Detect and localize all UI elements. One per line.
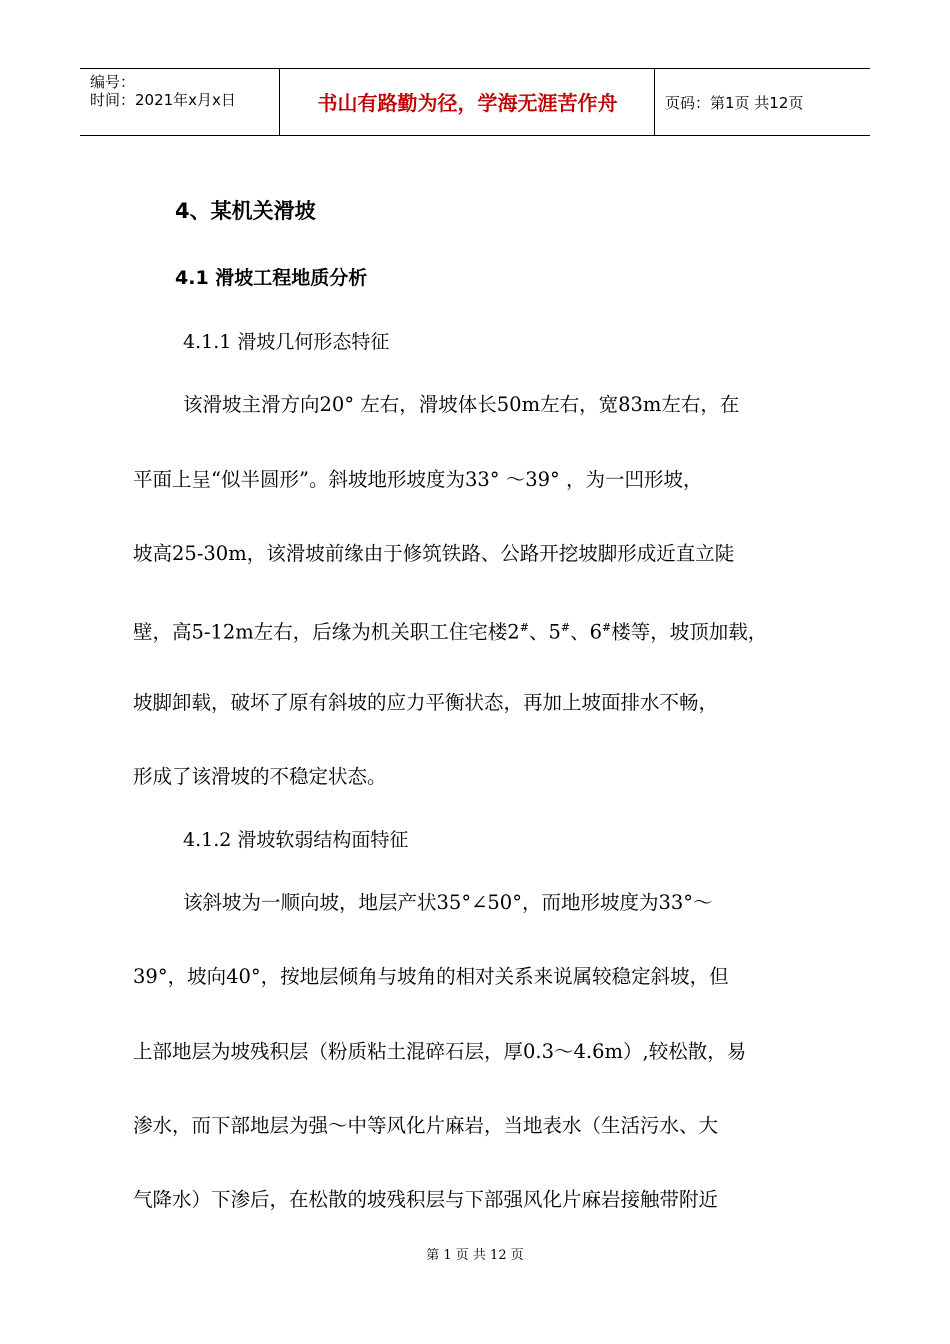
motto-text: 书山有路勤为径，学海无涯苦作舟 [317, 91, 618, 115]
para1-line: 坡脚卸载，破坏了原有斜坡的应力平衡状态，再加上坡面排水不畅， [133, 691, 719, 714]
para1-line: 形成了该滑坡的不稳定状态。 [133, 765, 387, 788]
number-label: 编号： [90, 73, 136, 91]
para2-line: 渗水，而下部地层为强～中等风化片麻岩，当地表水（生活污水、大 [133, 1114, 719, 1137]
header-right-cell [655, 69, 870, 135]
heading-section-4-1: 4.1 滑坡工程地质分析 [175, 267, 368, 289]
para1-line: 壁，高5-12m左右，后缘为机关职工住宅楼2#、5#、6#楼等，坡顶加载， [133, 620, 768, 644]
para1-line: 坡高25-30m，该滑坡前缘由于修筑铁路、公路开挖坡脚形成近直立陡 [133, 542, 735, 565]
para2-line: 气降水）下渗后，在松散的坡残积层与下部强风化片麻岩接触带附近 [133, 1188, 719, 1211]
heading-section-4-1-2: 4.1.2 滑坡软弱结构面特征 [183, 829, 409, 851]
heading-section-4-1-1: 4.1.1 滑坡几何形态特征 [183, 331, 390, 353]
page-footer: 第 1 页 共 12 页 [426, 1248, 524, 1263]
page-label: 页码：第1页 共12页 [665, 94, 804, 112]
para2-line: 39°，坡向40°，按地层倾角与坡角的相对关系来说属较稳定斜坡，但 [133, 965, 729, 988]
para1-line: 平面上呈“似半圆形”。斜坡地形坡度为33° ～39° ，为一凹形坡， [133, 468, 703, 491]
time-label: 时间：2021年x月x日 [90, 91, 236, 109]
header-mid-cell [280, 69, 655, 135]
para2-line: 该斜坡为一顺向坡，地层产状35°∠50°，而地形坡度为33°～ [183, 891, 713, 914]
heading-section-4: 4、某机关滑坡 [175, 199, 316, 223]
header-table [80, 68, 870, 136]
header-left-cell [80, 69, 280, 135]
para2-line: 上部地层为坡残积层（粉质粘土混碎石层，厚0.3～4.6m）,较松散，易 [133, 1040, 747, 1063]
para1-line: 该滑坡主滑方向20° 左右，滑坡体长50m左右，宽83m左右，在 [183, 393, 740, 416]
